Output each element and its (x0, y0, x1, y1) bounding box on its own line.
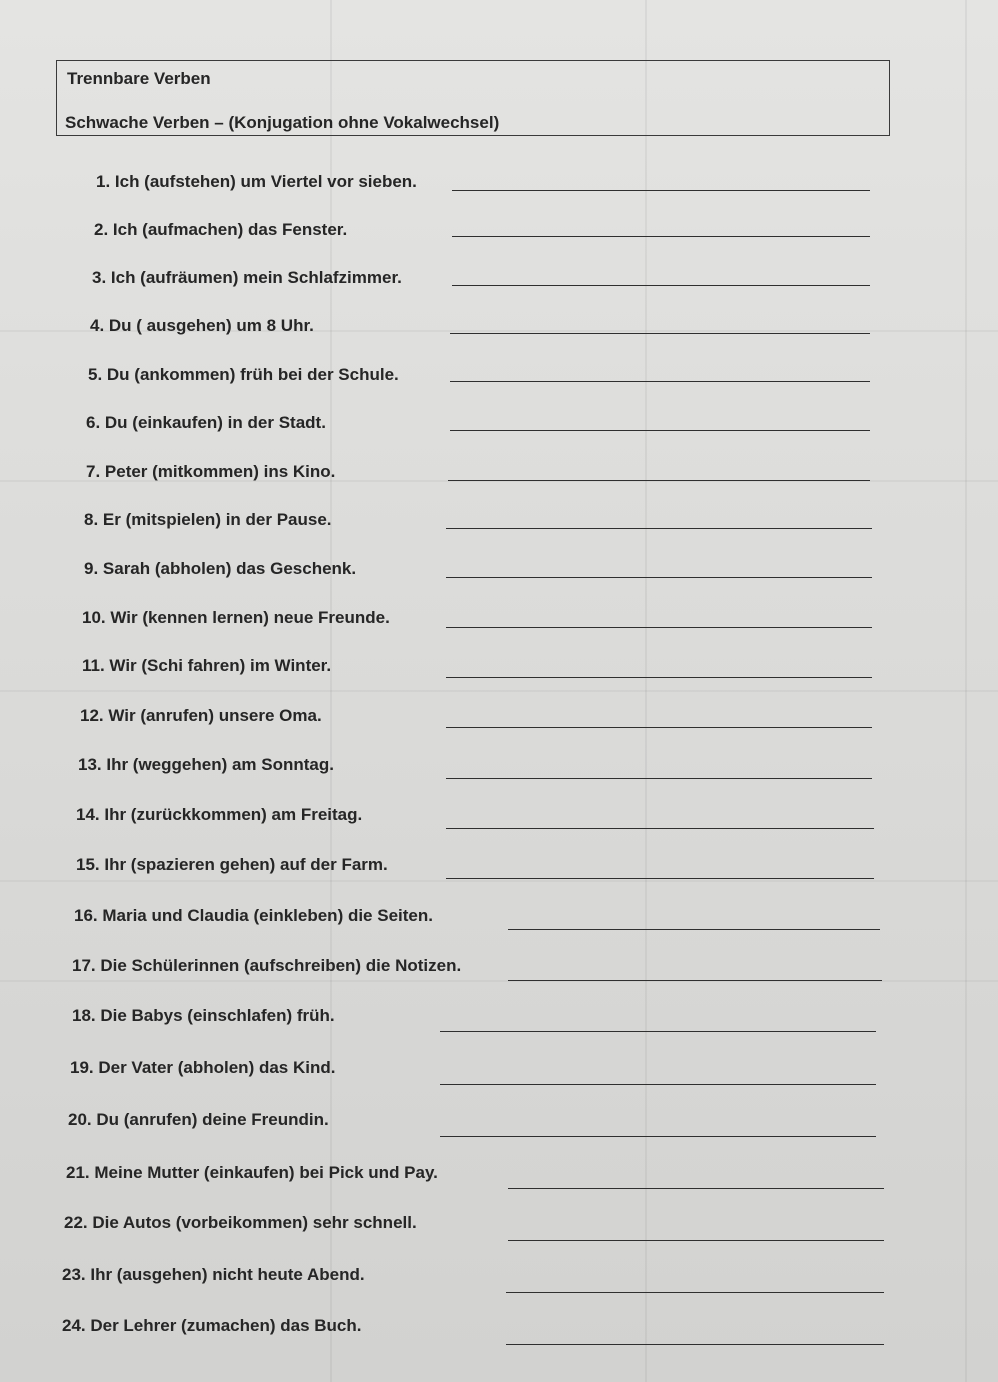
answer-blank[interactable] (440, 1031, 876, 1032)
exercise-item: 11. Wir (Schi fahren) im Winter. (82, 656, 332, 675)
answer-blank[interactable] (506, 1292, 884, 1293)
answer-blank[interactable] (452, 285, 870, 286)
answer-blank[interactable] (452, 190, 870, 191)
exercise-item: 20. Du (anrufen) deine Freundin. (68, 1110, 329, 1129)
exercise-item: 22. Die Autos (vorbeikommen) sehr schnell. (64, 1213, 417, 1232)
exercise-item: 9. Sarah (abholen) das Geschenk. (84, 559, 357, 578)
exercise-item: 18. Die Babys (einschlafen) früh. (72, 1006, 335, 1025)
exercise-item: 24. Der Lehrer (zumachen) das Buch. (62, 1316, 362, 1335)
answer-blank[interactable] (446, 528, 872, 529)
exercise-item: 2. Ich (aufmachen) das Fenster. (94, 220, 348, 239)
answer-blank[interactable] (450, 430, 870, 431)
exercise-item: 19. Der Vater (abholen) das Kind. (70, 1058, 336, 1077)
answer-blank[interactable] (446, 778, 872, 779)
answer-blank[interactable] (440, 1084, 876, 1085)
answer-blank[interactable] (506, 1344, 884, 1345)
exercise-item: 5. Du (ankommen) früh bei der Schule. (88, 365, 399, 384)
exercise-item: 3. Ich (aufräumen) mein Schlafzimmer. (92, 268, 402, 287)
exercise-item: 12. Wir (anrufen) unsere Oma. (80, 706, 322, 725)
answer-blank[interactable] (508, 1188, 884, 1189)
exercise-item: 23. Ihr (ausgehen) nicht heute Abend. (62, 1265, 365, 1284)
title-box (56, 60, 890, 136)
exercise-item: 8. Er (mitspielen) in der Pause. (84, 510, 332, 529)
exercise-item: 14. Ihr (zurückkommen) am Freitag. (76, 805, 363, 824)
exercise-item: 1. Ich (aufstehen) um Viertel vor sieben. (96, 172, 417, 191)
answer-blank[interactable] (452, 236, 870, 237)
answer-blank[interactable] (440, 1136, 876, 1137)
exercise-item: 17. Die Schülerinnen (aufschreiben) die Notizen. (72, 956, 462, 975)
answer-blank[interactable] (508, 1240, 884, 1241)
exercise-item: 21. Meine Mutter (einkaufen) bei Pick und Pay. (66, 1163, 438, 1182)
exercise-item: 4. Du ( ausgehen) um 8 Uhr. (90, 316, 314, 335)
exercise-item: 16. Maria und Claudia (einkleben) die Seiten. (74, 906, 433, 925)
exercise-item: 13. Ihr (weggehen) am Sonntag. (78, 755, 334, 774)
answer-blank[interactable] (508, 929, 880, 930)
answer-blank[interactable] (446, 677, 872, 678)
exercise-item: 10. Wir (kennen lernen) neue Freunde. (82, 608, 390, 627)
answer-blank[interactable] (446, 878, 874, 879)
exercise-item: 15. Ihr (spazieren gehen) auf der Farm. (76, 855, 388, 874)
answer-blank[interactable] (446, 828, 874, 829)
exercise-item: 6. Du (einkaufen) in der Stadt. (86, 413, 326, 432)
answer-blank[interactable] (446, 627, 872, 628)
answer-blank[interactable] (448, 480, 870, 481)
worksheet-title: Trennbare Verben (67, 69, 211, 88)
answer-blank[interactable] (446, 727, 872, 728)
answer-blank[interactable] (508, 980, 882, 981)
answer-blank[interactable] (450, 381, 870, 382)
exercise-item: 7. Peter (mitkommen) ins Kino. (86, 462, 336, 481)
answer-blank[interactable] (446, 577, 872, 578)
worksheet-subtitle: Schwache Verben – (Konjugation ohne Vokalwechsel) (65, 113, 500, 132)
answer-blank[interactable] (450, 333, 870, 334)
